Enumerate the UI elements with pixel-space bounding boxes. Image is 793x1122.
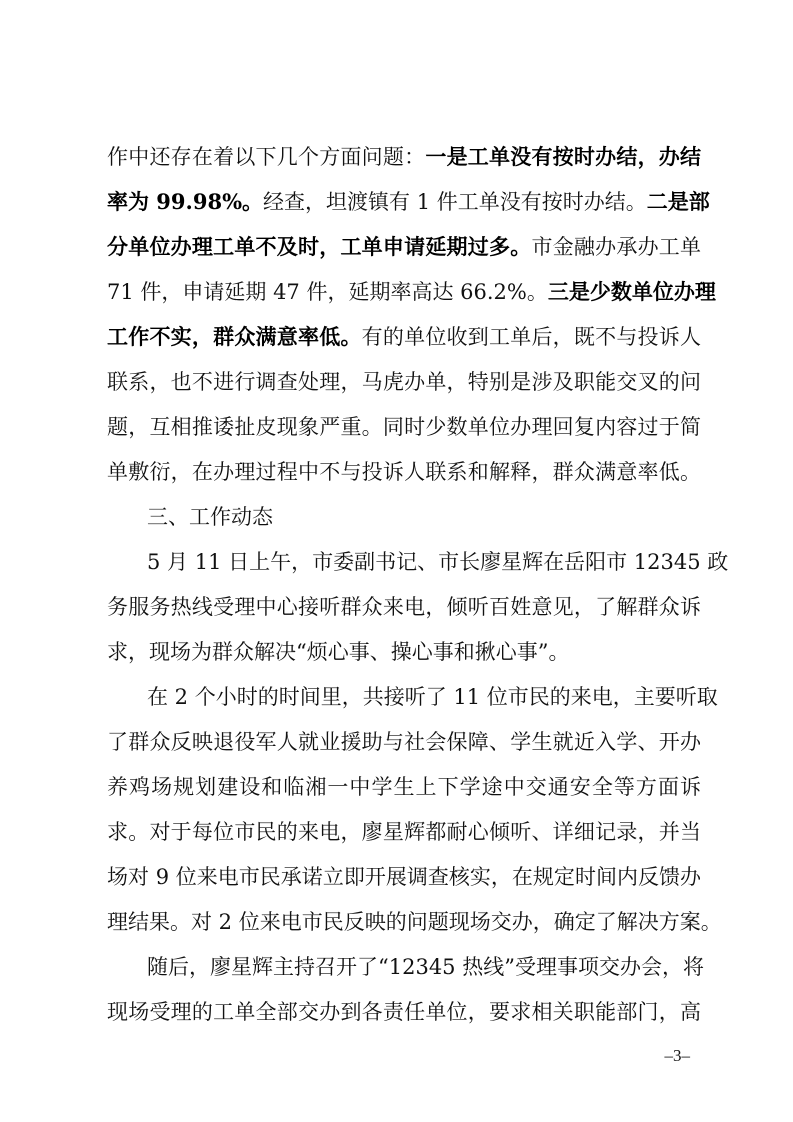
bold-text-run: 一是工单没有按时办结，办结 bbox=[425, 144, 702, 169]
page-number: –3– bbox=[664, 1046, 690, 1065]
paragraph-line bbox=[107, 271, 716, 313]
text-run: 作中还存在着以下几个方面问题： bbox=[107, 145, 426, 169]
paragraph-line: 了群众反映退役军人就业援助与社会保障、学生就近入学、开办 bbox=[107, 730, 701, 754]
paragraph-line: 题，互相推诿扯皮现象严重。同时少数单位办理回复内容过于简 bbox=[107, 415, 701, 439]
paragraph-line: 在 2 个小时的时间里，共接听了 11 位市民的来电，主要听取 bbox=[147, 685, 718, 709]
paragraph-line: 场对 9 位来电市民承诺立即开展调查核实，在规定时间内反馈办 bbox=[107, 865, 701, 889]
paragraph-line bbox=[107, 136, 701, 178]
paragraph-line bbox=[107, 316, 701, 358]
text-run: 有的单位收到工单后，既不与投诉人 bbox=[361, 325, 702, 349]
paragraph-line bbox=[107, 181, 710, 223]
text-run: 71 件，申请延期 47 件，延期率高达 66.2%。 bbox=[107, 280, 548, 304]
bold-text-run: 工作不实，群众满意率低。 bbox=[107, 324, 362, 349]
paragraph-line: 5 月 11 日上午，市委副书记、市长廖星辉在岳阳市 12345 政 bbox=[147, 550, 729, 574]
paragraph-line: 养鸡场规划建设和临湘一中学生上下学途中交通安全等方面诉 bbox=[107, 775, 701, 799]
bold-text-run: 率为 99.98%。 bbox=[107, 189, 264, 214]
text-run: 市金融办承办工单 bbox=[531, 235, 702, 259]
paragraph-line: 求，现场为群众解决“烦心事、操心事和揪心事”。 bbox=[107, 640, 570, 664]
paragraph-line: 单敷衍，在办理过程中不与投诉人联系和解释，群众满意率低。 bbox=[107, 460, 701, 484]
paragraph-line: 求。对于每位市民的来电，廖星辉都耐心倾听、详细记录，并当 bbox=[107, 820, 701, 844]
paragraph-line: 务服务热线受理中心接听群众来电，倾听百姓意见，了解群众诉 bbox=[107, 595, 701, 619]
bold-text-run: 分单位办理工单不及时，工单申请延期过多。 bbox=[107, 234, 532, 259]
section-heading: 三、工作动态 bbox=[147, 505, 273, 529]
bold-text-run: 二是部 bbox=[646, 189, 710, 214]
paragraph-line: 理结果。对 2 位来电市民反映的问题现场交办，确定了解决方案。 bbox=[107, 910, 722, 934]
paragraph-line: 现场受理的工单全部交办到各责任单位，要求相关职能部门，高 bbox=[107, 1000, 701, 1024]
bold-text-run: 三是少数单位办理 bbox=[547, 279, 716, 304]
paragraph-line bbox=[107, 226, 701, 268]
paragraph-line: 联系，也不进行调查处理，马虎办单，特别是涉及职能交叉的问 bbox=[107, 370, 701, 394]
paragraph-line: 随后，廖星辉主持召开了“12345 热线”受理事项交办会，将 bbox=[147, 955, 704, 979]
text-run: 经查，坦渡镇有 1 件工单没有按时办结。 bbox=[263, 190, 647, 214]
